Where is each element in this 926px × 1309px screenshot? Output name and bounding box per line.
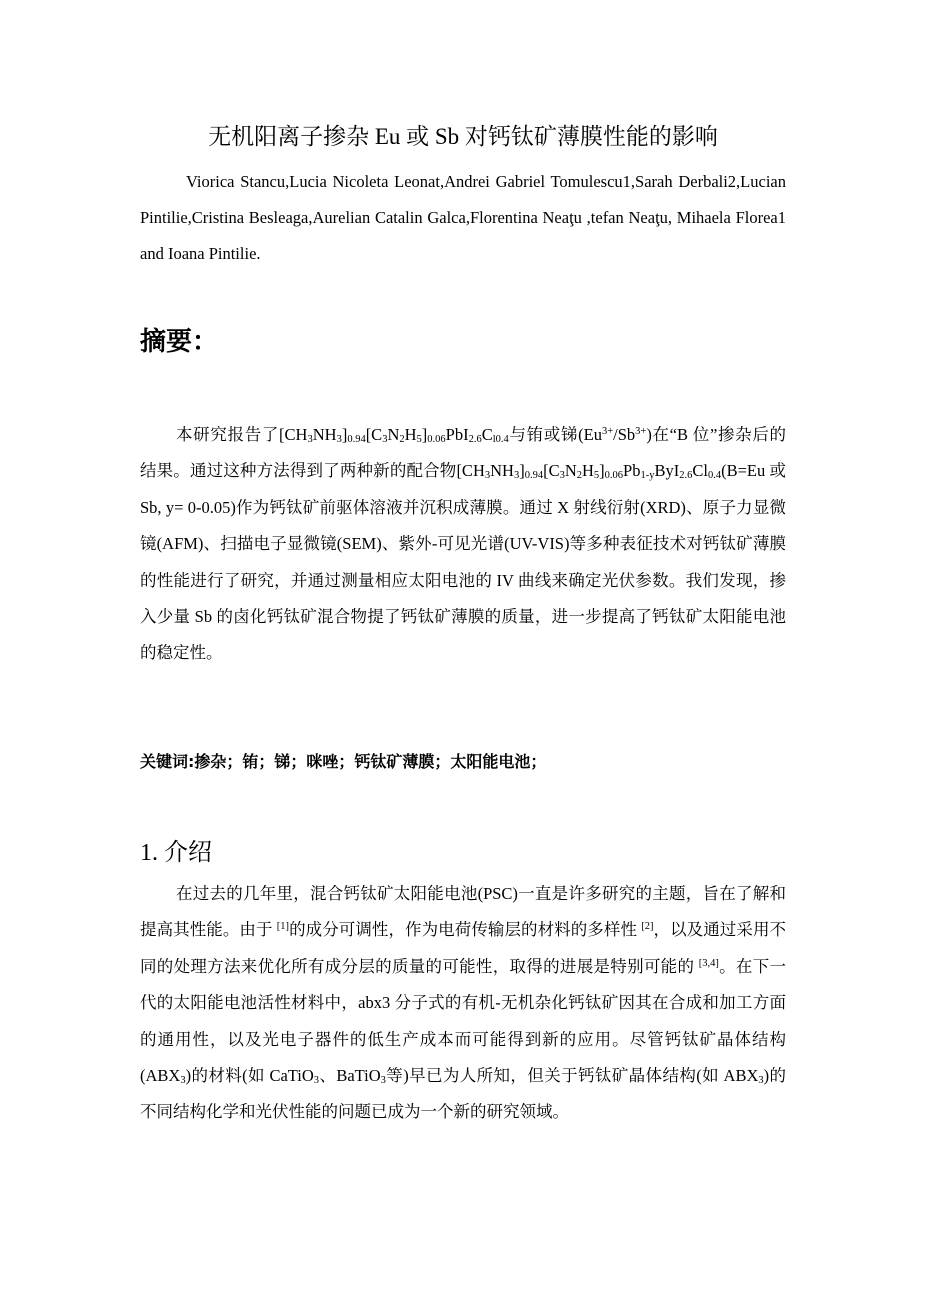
paper-title: 无机阳离子掺杂 Eu 或 Sb 对钙钛矿薄膜性能的影响 (208, 124, 718, 149)
subscript: 3 (559, 470, 565, 482)
text-run: Cl (692, 461, 708, 481)
text-run: 。在下一代的太阳能电池活性材料中，abx3 分子式的有机-无机杂化钙钛矿因其在合成和加工方面的通用性，以及光电子器件的低生产成本而可能得到新的应用。尽管钙钛矿晶体结构(ABX (140, 956, 787, 1086)
text-run: )的不同结构化学和光伏性能的问题已成为一个新的研究领域。 (140, 1066, 787, 1122)
subscript: 2 (399, 434, 405, 445)
text-run: H (582, 461, 594, 481)
text-run: 、BaTiO (319, 1066, 381, 1086)
text-run: )的材料(如 CaTiO (185, 1066, 314, 1086)
subscript: 3 (382, 434, 388, 445)
text-run: H (404, 425, 417, 444)
text-run: [C (543, 461, 560, 481)
text-run: N (387, 425, 400, 444)
text-run: PbI (445, 425, 469, 444)
subscript: 1-y (640, 470, 655, 482)
subscript: 3 (180, 1075, 186, 1087)
text-run: ，以及通过采用不同的处理方法来优化所有成分层的质量的可能性，取得的进展是特别可能的 (140, 920, 787, 976)
subscript: 5 (593, 470, 600, 482)
text-run: ] (519, 461, 525, 481)
citation-ref[interactable]: [1] (276, 921, 289, 933)
subscript: 0.94 (347, 434, 366, 445)
introduction-paragraph (140, 876, 786, 1131)
subscript: 3 (758, 1075, 764, 1087)
text-run: ] (599, 461, 605, 481)
subscript: 3 (484, 470, 491, 482)
subscript: 3 (307, 434, 313, 445)
text-run: 与铕或锑(Eu (508, 425, 602, 444)
section-heading-introduction: 1. 介绍 (140, 840, 212, 866)
text-run: 本研究报告了[CH (176, 425, 308, 444)
citation-ref[interactable]: [2] (641, 921, 654, 933)
subscript: 2 (576, 470, 582, 482)
text-run: ByI (654, 461, 680, 481)
subscript: 2.6 (468, 434, 482, 445)
superscript: 3+ (601, 426, 614, 437)
text-run: [C (365, 425, 383, 444)
text-run: C (481, 425, 493, 444)
text-run: Pb (623, 461, 641, 481)
text-run: (B=Eu 或 Sb, y= 0-0.05)作为钙钛矿前驱体溶液并沉积成薄膜。通过 X 射线衍射(XRD)、原子力显微镜(AFM)、扫描电子显微镜(SEM)、紫外-可见光谱(UV-VIS)等多种表征技术对钙钛矿薄膜的性能进行了研究，并通过测量相应太阳电池的 IV 曲线来确定光伏参数。我们发现，掺入少量 Sb 的卤化钙钛矿混合物提了钙钛矿薄膜的质量，进一步提高了钙钛矿太阳能电池的稳定性。 (140, 461, 786, 663)
author-list: Viorica Stancu,Lucia Nicoleta Leonat,Andrei Gabriel Tomulescu1,Sarah Derbali2,Lucian Pintilie,Cristina Besleaga,Aurelian Catalin Galca,Florentina Neaţu ,tefan Neaţu, Mihaela Florea1 and Ioana Pintilie. (140, 172, 786, 263)
subscript: 3 (313, 1075, 320, 1087)
subscript: 0.4 (707, 470, 722, 482)
abstract-paragraph (140, 417, 786, 672)
text-run: ] (341, 425, 348, 444)
subscript: 0.06 (427, 434, 446, 445)
text-run: N (564, 461, 577, 481)
keywords-line: 关键词:掺杂；铕；锑；咪唑；钙钛矿薄膜；太阳能电池； (140, 752, 547, 771)
text-run: /Sb (613, 425, 636, 444)
subscript: l0.4 (492, 434, 509, 445)
subscript: 3 (513, 470, 520, 482)
text-run: 等)早已为人所知，但关于钙钛矿晶体结构(如 ABX (385, 1066, 759, 1086)
subscript: 3 (380, 1075, 386, 1087)
abstract-heading: 摘要： (140, 327, 219, 357)
subscript: 2.6 (679, 470, 693, 482)
text-run: 在过去的几年里，混合钙钛矿太阳能电池(PSC)一直是许多研究的主题，旨在了解和提高其性能。由于 (140, 884, 786, 940)
text-run: NH (312, 425, 337, 444)
citation-ref[interactable]: [3,4] (698, 957, 719, 969)
subscript: 5 (416, 434, 422, 445)
subscript: 0.94 (524, 470, 544, 482)
text-run: ] (421, 425, 428, 444)
text-run: NH (490, 461, 514, 481)
subscript: 0.06 (604, 470, 624, 482)
text-run: )在“B 位”掺杂后的结果。通过这种方法得到了两种新的配合物[CH (140, 425, 786, 481)
subscript: 3 (336, 434, 342, 445)
superscript: 3+ (635, 426, 647, 437)
text-run: 的成分可调性，作为电荷传输层的材料的多样性 (289, 920, 642, 940)
